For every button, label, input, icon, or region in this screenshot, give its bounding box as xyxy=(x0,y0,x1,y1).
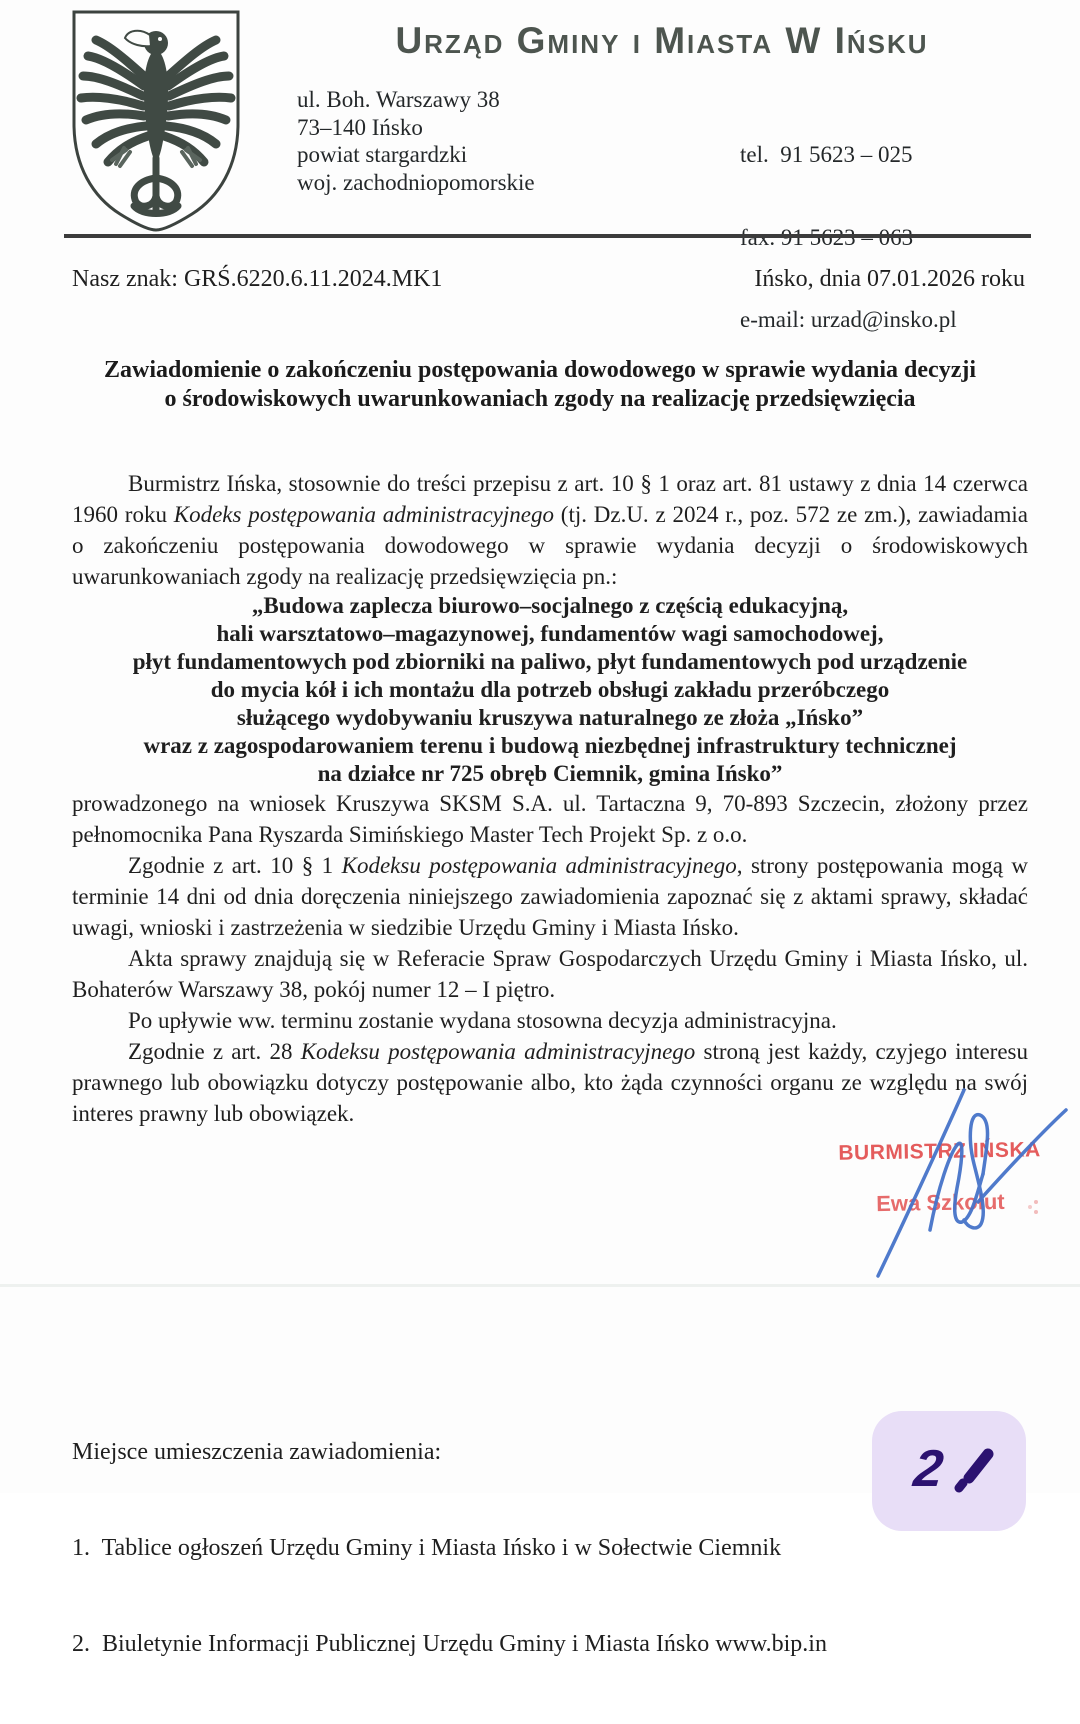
email-line: e-mail: urzad@insko.pl xyxy=(740,307,957,332)
reference-row xyxy=(72,266,1025,293)
project-line: na działce nr 725 obręb Ciemnik, gmina Ińsko” xyxy=(317,761,783,786)
header-divider xyxy=(64,234,1031,238)
posting-places xyxy=(72,1372,827,1724)
eagle-eye xyxy=(158,37,162,41)
posting-item: 2. Biuletynie Informacji Publicznej Urzędu Gminy i Miasta Ińsko www.bip.in xyxy=(72,1631,827,1657)
subject-line: Zawiadomienie o zakończeniu postępowania dowodowego w sprawie wydania decyzji xyxy=(103,357,977,383)
paragraph-deadline: Po upływie ww. terminu zostanie wydana stosowna decyzja administracyjna. xyxy=(128,1008,837,1033)
annotation-count: 2 xyxy=(910,1440,946,1498)
paragraph-art10: Zgodnie z art. 10 § 1 Kodeksu postępowania administracyjnego, strony postępowania mogą w terminie 14 dni od dnia doręczenia niniejszego zawiadomienia zapoznać się z aktami sprawy, składać uwagi, wnioski i zastrzeżenia w siedzibie Urzędu Gminy i Miasta Ińsko. xyxy=(72,853,1028,940)
project-line: płyt fundamentowych pod zbiorniki na paliwo, płyt fundamentowych pod urządzenie xyxy=(132,649,968,674)
paragraph-case-files: Akta sprawy znajdują się w Referacie Spraw Gospodarczych Urzędu Gminy i Miasta Ińsko, ul. Bohaterów Warszawy 38, pokój numer 12 – I piętro. xyxy=(72,946,1028,1002)
coat-of-arms xyxy=(66,8,246,234)
letterhead-title: Urząd Gminy i Miasta W Ińsku xyxy=(395,20,929,61)
letter-body xyxy=(72,468,1028,1129)
annotation-fab-button[interactable] xyxy=(872,1411,1026,1531)
address-block xyxy=(297,86,535,196)
project-line: hali warsztatowo–magazynowej, fundamentów wagi samochodowej, xyxy=(216,621,884,646)
paragraph-art28: Zgodnie z art. 28 Kodeksu postępowania administracyjnego stroną jest każdy, czyjego interesu prawnego lub obowiązku dotyczy postępowanie albo, kto żąda czynności organu ze względu na swój interes prawny lub obowiązek. xyxy=(72,1039,1028,1126)
address-line: 73–140 Ińsko xyxy=(297,114,423,140)
stamp-office-title: BURMISTRZ IŃSKA xyxy=(838,1138,1041,1165)
handwritten-signature xyxy=(680,1080,1080,1310)
address-line: powiat stargardzki xyxy=(297,142,468,167)
project-line: do mycia kół i ich montażu dla potrzeb obsługi zakładu przeróbczego xyxy=(210,677,890,702)
project-line: „Budowa zaplecza biurowo–socjalnego z częścią edukacyjną, xyxy=(251,593,849,618)
project-name-block xyxy=(72,592,1028,788)
phone-line: tel. 91 5623 – 025 xyxy=(740,142,913,167)
case-number: Nasz znak: GRŚ.6220.6.11.2024.MK1 xyxy=(72,266,443,292)
project-line: służącego wydobywaniu kruszywa naturalnego ze złoża „Ińsko” xyxy=(236,705,864,730)
subject-line: o środowiskowych uwarunkowaniach zgody na realizację przedsięwzięcia xyxy=(164,386,916,412)
stamp-signer-name: Ewa Szkołut xyxy=(876,1188,1005,1217)
place-date: Ińsko, dnia 07.01.2026 roku xyxy=(754,266,1025,292)
scan-seam xyxy=(0,1284,1080,1287)
project-line: wraz z zagospodarowaniem terenu i budową niezbędnej infrastruktury technicznej xyxy=(143,733,957,758)
posting-item: 1. Tablice ogłoszeń Urzędu Gminy i Miasta Ińsko i w Sołectwie Ciemnik xyxy=(72,1535,782,1561)
address-line: woj. zachodniopomorskie xyxy=(297,169,535,195)
paragraph-applicant: prowadzonego na wniosek Kruszywa SKSM S.A. ul. Tartaczna 9, 70-893 Szczecin, złożony przez pełnomocnika Pana Ryszarda Simińskiego Master Tech Projekt Sp. z o.o. xyxy=(72,791,1028,847)
pen-icon xyxy=(954,1443,1000,1489)
posting-heading: Miejsce umieszczenia zawiadomienia: xyxy=(72,1439,442,1465)
subject-title xyxy=(90,356,990,414)
paragraph-intro: Burmistrz Ińska, stosownie do treści przepisu z art. 10 § 1 oraz art. 81 ustawy z dnia 14 czerwca 1960 roku Kodeks postępowania administracyjnego (tj. Dz.U. z 2024 r., poz. 572 ze zm.), zawiadamia o zakończeniu postępowania dowodowego w sprawie wydania decyzji o środowiskowych uwarunkowaniach zgody na realizację przedsięwzięcia pn.: xyxy=(72,471,1028,589)
address-line: ul. Boh. Warszawy 38 xyxy=(297,87,500,112)
